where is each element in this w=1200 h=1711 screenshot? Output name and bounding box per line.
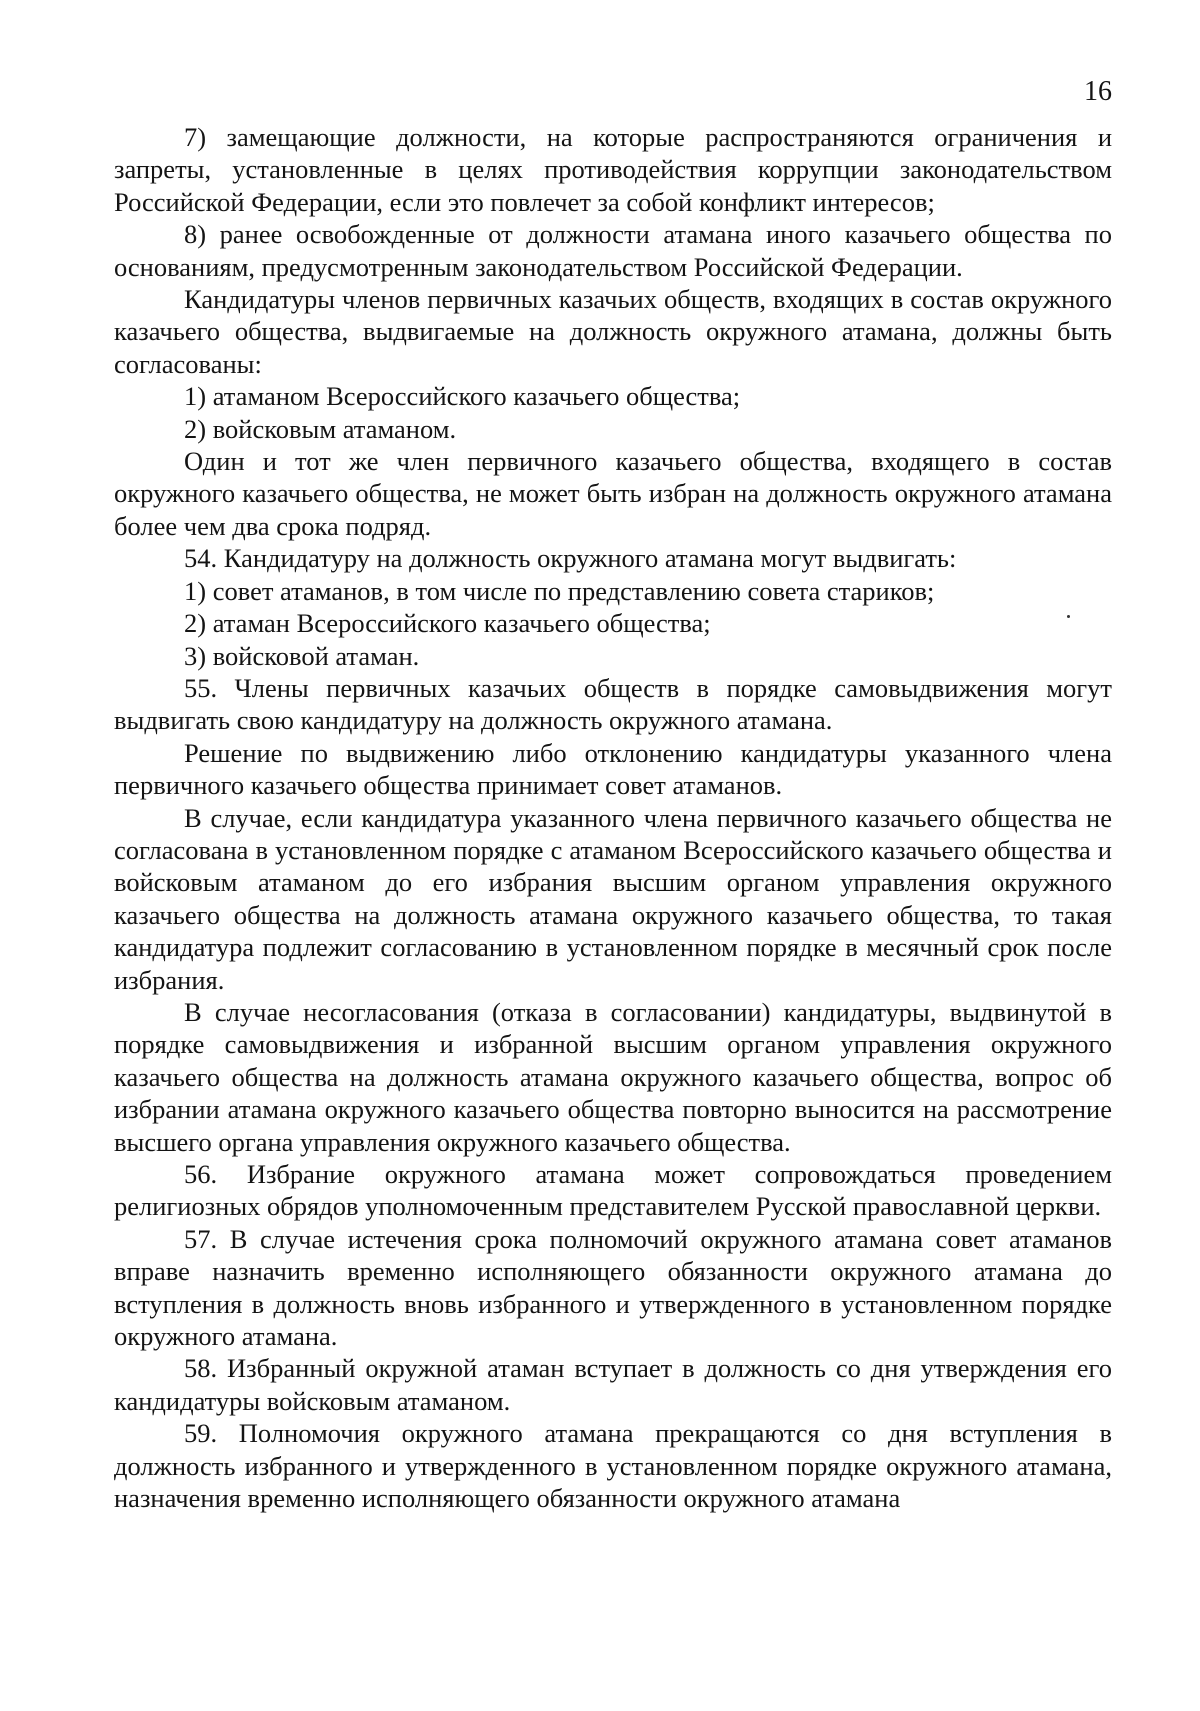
clause-57: 57. В случае истечения срока полномочий окружного атамана совет атаманов вправе назначить временно исполняющего обязанности окружного атамана до вступления в должность вновь избранного и утвержденного в установленном порядке окружного атамана. [114, 1223, 1112, 1352]
clause-58: 58. Избранный окружной атаман вступает в должность со дня утверждения его кандидатуры войсковым атаманом. [114, 1353, 1112, 1416]
paragraph-approval-refusal: В случае несогласования (отказа в согласовании) кандидатуры, выдвинутой в порядке самовыдвижения и избранной высшим органом управления окружного казачьего общества на должность атамана окружного казачьего общества, вопрос об избрании атамана окружного казачьего общества повторно выносится на рассмотрение высшего органа управления окружного казачьего общества. [114, 996, 1112, 1157]
list-item-8-previously-dismissed: 8) ранее освобожденные от должности атамана иного казачьего общества по основаниям, предусмотренным законодательством Российской Федерации. [114, 219, 1112, 282]
paragraph-nomination-decision: Решение по выдвижению либо отклонению кандидатуры указанного члена первичного казачьего общества принимает совет атаманов. [114, 737, 1112, 801]
list-item-approval-1: 1) атаманом Всероссийского казачьего общества; [184, 381, 741, 412]
page-number: 16 [1084, 76, 1112, 107]
clause-59: 59. Полномочия окружного атамана прекращаются со дня вступления в должность избранного и утвержденного в установленном порядке окружного атамана, назначения временно исполняющего обязанности окружного атамана [114, 1418, 1112, 1514]
clause-55: 55. Члены первичных казачьих обществ в порядке самовыдвижения могут выдвигать свою кандидатуру на должность окружного атамана. [114, 672, 1112, 736]
paragraph-candidate-approval: Кандидатуры членов первичных казачьих обществ, входящих в состав окружного казачьего общества, выдвигаемые на должность окружного атамана, должны быть согласованы: [114, 284, 1112, 379]
scan-speck [1067, 615, 1070, 618]
clause-54-item-3: 3) войсковой атаман. [184, 640, 420, 671]
clause-54: 54. Кандидатуру на должность окружного атамана могут выдвигать: [184, 543, 957, 574]
paragraph-approval-deadline: В случае, если кандидатура указанного члена первичного казачьего общества не согласована в установленном порядке с атаманом Всероссийского казачьего общества и войсковым атаманом до его избрания высшим органом управления окружного казачьего общества на должность атамана окружного казачьего общества, то такая кандидатура подлежит согласованию в установленном порядке в месячный срок после избрания. [114, 802, 1112, 995]
paragraph-term-limit: Один и тот же член первичного казачьего общества, входящего в состав окружного казачьего общества, не может быть избран на должность окружного атамана более чем два срока подряд. [114, 446, 1112, 541]
clause-56: 56. Избрание окружного атамана может сопровождаться проведением религиозных обрядов уполномоченным представителем Русской православной церкви. [114, 1159, 1112, 1222]
clause-54-item-1: 1) совет атаманов, в том числе по представлению совета стариков; [184, 575, 935, 606]
document-body [114, 121, 1112, 1514]
list-item-approval-2: 2) войсковым атаманом. [184, 413, 457, 444]
list-item-7-conflict-of-interest: 7) замещающие должности, на которые распространяются ограничения и запреты, установленные в целях противодействия коррупции законодательством Российской Федерации, если это повлечет за собой конфликт интересов; [114, 122, 1112, 217]
clause-54-item-2: 2) атаман Всероссийского казачьего общества; [184, 608, 711, 639]
